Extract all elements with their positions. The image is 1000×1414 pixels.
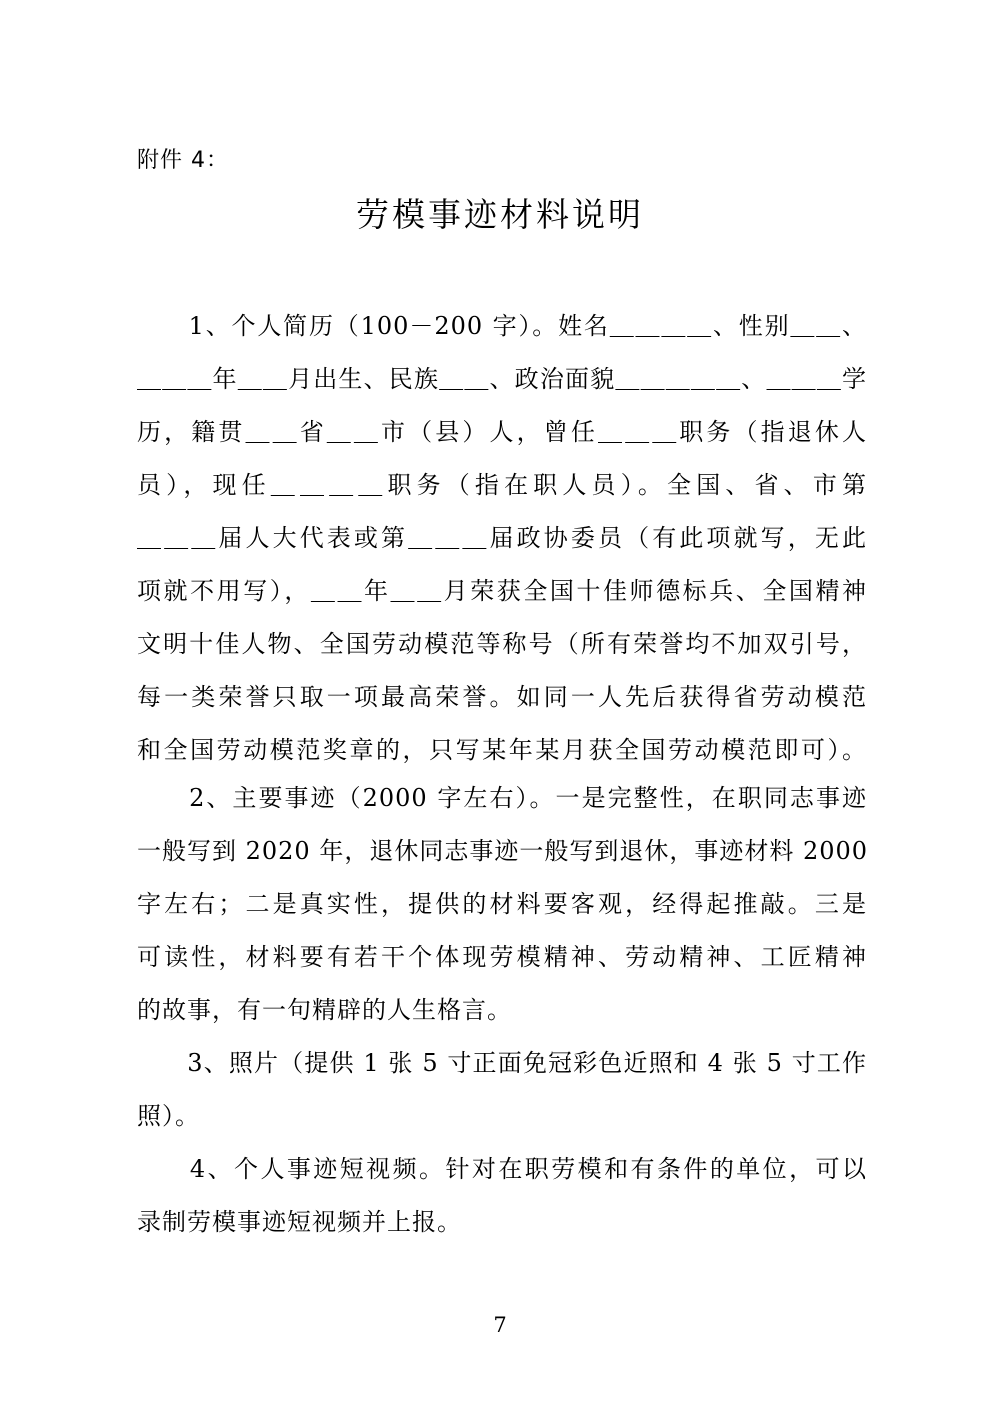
text-line: 字左右；二是真实性，提供的材料要客观，经得起推敲。三是 (137, 890, 867, 918)
text-line: 4、个人事迹短视频。针对在职劳模和有条件的单位，可以 (137, 1155, 867, 1183)
text-line: 员），现任＿＿＿＿职务（指在职人员）。全国、省、市第 (137, 471, 867, 499)
text-line: 照）。 (137, 1102, 200, 1130)
text-line: ＿＿＿年＿＿月出生、民族＿＿、政治面貌＿＿＿＿＿、＿＿＿学 (137, 365, 867, 393)
text-line: 的故事，有一句精辟的人生格言。 (137, 996, 512, 1024)
text-line: ＿＿＿届人大代表或第＿＿＿届政协委员（有此项就写，无此 (137, 524, 867, 552)
text-line: 可读性，材料要有若干个体现劳模精神、劳动精神、工匠精神 (137, 943, 867, 971)
page-number: 7 (493, 1313, 507, 1337)
text-line: 1、个人简历（100－200 字）。姓名＿＿＿＿、性别＿＿、 (137, 312, 867, 340)
text-line: 和全国劳动模范奖章的，只写某年某月获全国劳动模范即可）。 (137, 736, 867, 764)
text-line: 历，籍贯＿＿省＿＿市（县）人，曾任＿＿＿职务（指退休人 (137, 418, 867, 446)
text-line: 文明十佳人物、全国劳动模范等称号（所有荣誉均不加双引号， (137, 630, 867, 658)
document-title: 劳模事迹材料说明 (356, 195, 644, 234)
text-line: 项就不用写），＿＿年＿＿月荣获全国十佳师德标兵、全国精神 (137, 577, 867, 605)
attachment-label: 附件 4： (137, 148, 229, 173)
text-line: 录制劳模事迹短视频并上报。 (137, 1208, 462, 1236)
text-line: 一般写到 2020 年，退休同志事迹一般写到退休，事迹材料 2000 (137, 837, 869, 865)
text-line: 每一类荣誉只取一项最高荣誉。如同一人先后获得省劳动模范 (137, 683, 867, 711)
text-line: 2、主要事迹（2000 字左右）。一是完整性，在职同志事迹 (137, 784, 867, 812)
text-line: 3、照片（提供 1 张 5 寸正面免冠彩色近照和 4 张 5 寸工作 (137, 1049, 867, 1077)
